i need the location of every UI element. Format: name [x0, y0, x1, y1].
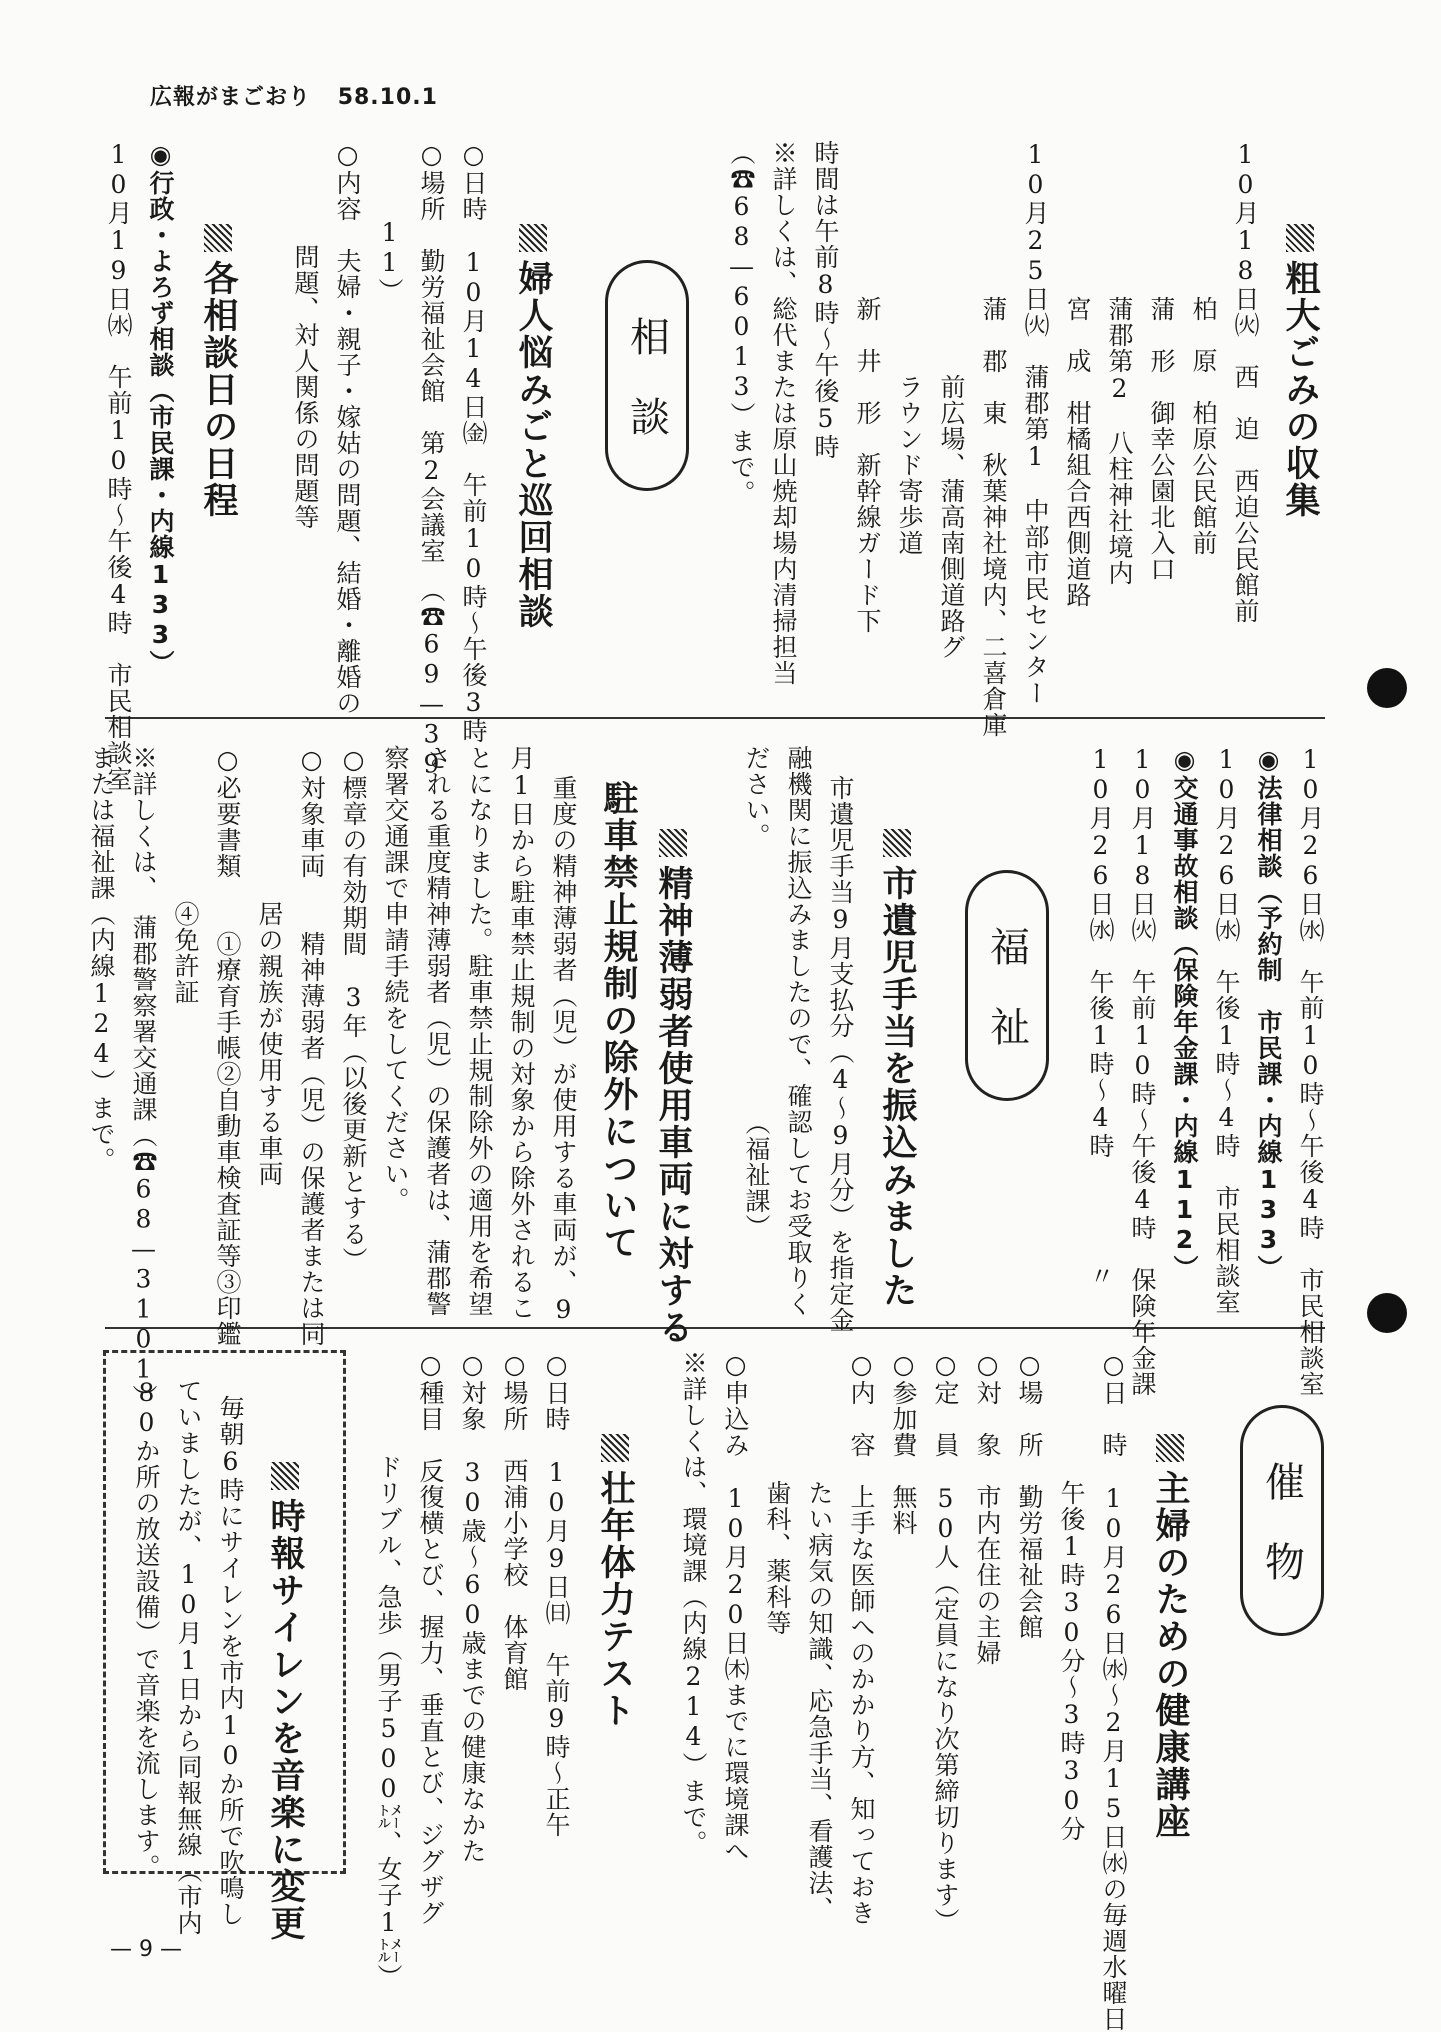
shufu-line-8: たい病気の知識、応急手当、看護法、: [805, 1350, 834, 1922]
sodai-gomi-line-9: ラウンド寄歩道: [895, 140, 924, 556]
shufu-line-7: ○内 容 上手な医師へのかかり方、知っておき: [847, 1350, 876, 1926]
seishin-line-11-visible: ※詳しくは、 蒲郡警察署交通課（☎68—3101）: [129, 745, 158, 1411]
sounen-line-3: ○対象 30歳〜60歳までの健康なかた: [458, 1350, 487, 1864]
seishin-line-4: される重度精神薄弱者（児）の保護者は、蒲郡警: [423, 745, 452, 1317]
section-title-sodai-gomi: 粗大ごみの収集: [1275, 140, 1375, 519]
seishin-line-10: ④免許証: [171, 745, 200, 1005]
kaku-soudan-line-4: ◉法律相談（予約制 市民課・内線133）: [1254, 745, 1283, 1281]
section-title-jihou: 時報サイレンを音楽に変更: [260, 1378, 360, 1942]
iji-line-3: ださい。 （福祉課）: [742, 745, 771, 1240]
binding-hole-top: [1367, 668, 1407, 708]
iji-line-2: 融機関に振込みましたので、確認してお受取りく: [784, 745, 813, 1317]
seishin-line-3: とになりました。駐車禁止規制除外の適用を希望: [465, 745, 494, 1317]
sounen-line-1: ○日時 10月9日㈰ 午前9時〜正午: [542, 1350, 571, 1838]
jihou-line-2: ていましたが、10月1日から同報無線（市内: [174, 1378, 203, 1936]
iji-line-1: 市遺児手当9月支払分（4〜9月分）を指定金: [826, 775, 855, 1333]
fujin-line-2: ○場所 勤労福祉会館 第2会議室 （☎69—39: [417, 140, 446, 780]
shufu-line-3: ○場 所 勤労福祉会館: [1015, 1350, 1044, 1640]
category-badge-soudan: 相 談: [605, 260, 689, 491]
section-title-shufu: 主婦のための健康講座: [1145, 1350, 1245, 1840]
seishin-line-5: 察署交通課で申請手続をしてください。: [381, 745, 410, 1213]
sodai-gomi-line-13: （☎68—6013）まで。: [727, 140, 756, 506]
hatch-mark: [1156, 1434, 1184, 1462]
seishin-line-2: 月1日から駐車禁止規制の対象から除外されるこ: [507, 745, 536, 1321]
sounen-line-2: ○場所 西浦小学校 体育館: [500, 1350, 529, 1692]
jihou-line-3: 80か所の放送設備）で音楽を流します。: [132, 1378, 161, 1880]
kaku-soudan-line-8: 10月26日㈬ 午後1時〜4時 〃: [1086, 745, 1115, 1289]
kaku-soudan-line-1: ◉行政・よろず相談（市民課・内線133）: [146, 140, 175, 676]
shufu-line-10: ○申込み 10月20日㈭までに環境課へ: [721, 1350, 750, 1864]
sodai-gomi-line-12: ※詳しくは、総代または原山焼却場内清掃担当: [769, 140, 798, 686]
kaku-soudan-line-7: 10月18日㈫ 午前10時〜午後4時 保険年金課: [1128, 745, 1157, 1397]
hatch-mark: [659, 829, 687, 857]
category-badge-moyooshi: 催 物: [1240, 1405, 1324, 1636]
sodai-gomi-line-5: 宮 成 柑橘組合西側道路: [1063, 140, 1092, 608]
sodai-gomi-line-8: 前広場、蒲高南側道路グ: [937, 140, 966, 660]
shufu-line-5: ○定 員 50人（定員になり次第締切ります）: [931, 1350, 960, 1934]
category-badge-fukushi: 福 祉: [965, 870, 1049, 1101]
jihou-line-1: 毎朝6時にサイレンを市内10か所で吹鳴し: [216, 1395, 245, 1927]
hatch-mark: [204, 224, 232, 252]
seishin-line-8: 居の親族が使用する車両: [255, 745, 284, 1187]
seishin-line-12: または福祉課（内線124）まで。: [87, 745, 116, 1173]
hatch-mark: [519, 224, 547, 252]
section-title-iji: 市遺児手当を振込みました: [872, 745, 972, 1309]
shufu-line-4: ○対 象 市内在住の主婦: [973, 1350, 1002, 1666]
section-title-kaku-soudan: 各相談日の日程: [193, 140, 293, 519]
publication-date: 58.10.1: [337, 85, 438, 110]
sounen-line-5: ドリブル、急歩（男子500㍍、女子1㍍）: [374, 1350, 403, 1990]
kaku-soudan-line-6: ◉交通事故相談（保険年金課・内線112）: [1170, 745, 1199, 1281]
fujin-line-3: 11）: [375, 140, 404, 304]
shufu-line-2: 午後1時30分〜3時30分: [1057, 1350, 1086, 1842]
section-divider-1: [105, 717, 1325, 719]
seishin-line-1: 重度の精神薄弱者（児）が使用する車両が、9: [549, 775, 578, 1325]
section-title-seishin-1: 精神薄弱者使用車両に対する: [648, 745, 748, 1346]
section-title-fujin: 婦人悩みごと巡回相談: [508, 140, 608, 630]
sodai-gomi-line-6: 10月25日㈫ 蒲郡第1 中部市民センター: [1021, 140, 1050, 706]
sounen-line-4: ○種目 反復横とび、握力、垂直とび、ジグザグ: [416, 1350, 445, 1926]
binding-hole-bottom: [1367, 1293, 1407, 1333]
sodai-gomi-line-4: 蒲郡第2 八柱神社境内: [1105, 140, 1134, 586]
seishin-line-9: ○必要書類 ①療育手帳②自動車検査証等③印鑑: [213, 745, 242, 1347]
hatch-mark: [1286, 224, 1314, 252]
shufu-line-11: ※詳しくは、環境課（内線214）まで。: [679, 1350, 708, 1856]
hatch-mark: [601, 1434, 629, 1462]
page-number: — 9 —: [110, 1937, 182, 1962]
publication-header: [150, 80, 438, 111]
sodai-gomi-line-11: 時間は午前8時〜午後5時: [811, 140, 840, 460]
shufu-line-1: ○日 時 10月26日㈬〜2月15日㈬の毎週水曜日: [1099, 1350, 1128, 2032]
fujin-line-4: ○内容 夫婦・親子・嫁姑の問題、結婚・離婚の: [333, 140, 362, 716]
kaku-soudan-line-2: 10月19日㈬ 午前10時〜午後4時 市民相談室: [104, 140, 133, 792]
shufu-line-9: 歯科、薬科等: [763, 1350, 792, 1636]
sodai-gomi-line-10: 新 井 形 新幹線ガード下: [853, 140, 882, 634]
hatch-mark: [883, 829, 911, 857]
section-title-sounen: 壮年体力テスト: [590, 1350, 690, 1729]
sodai-gomi-line-7: 蒲 郡 東 秋葉神社境内、二喜倉庫: [979, 140, 1008, 738]
kaku-soudan-line-3: 10月26日㈬ 午前10時〜午後4時 市民相談室: [1296, 745, 1325, 1397]
fujin-line-1: ○日時 10月14日㈮ 午前10時〜午後3時: [459, 140, 488, 744]
fujin-line-5: 問題、対人関係の問題等: [291, 140, 320, 530]
sodai-gomi-line-1: 10月18日㈫ 西 迫 西迫公民館前: [1231, 140, 1260, 624]
shufu-line-6: ○参加費 無料: [889, 1350, 918, 1536]
kaku-soudan-line-5: 10月26日㈬ 午後1時〜4時 市民相談室: [1212, 745, 1241, 1315]
hatch-mark: [271, 1462, 299, 1490]
section-title-seishin-2: 駐車禁止規制の除外について: [598, 780, 638, 1261]
sodai-gomi-line-3: 蒲 形 御幸公園北入口: [1147, 140, 1176, 582]
seishin-line-6: ○標章の有効期間 3年（以後更新とする）: [339, 745, 368, 1273]
sodai-gomi-line-2: 柏 原 柏原公民館前: [1189, 140, 1218, 556]
publication-name: 広報がまごおり: [150, 85, 312, 110]
seishin-line-7: ○対象車両 精神薄弱者（児）の保護者または同: [297, 745, 326, 1347]
